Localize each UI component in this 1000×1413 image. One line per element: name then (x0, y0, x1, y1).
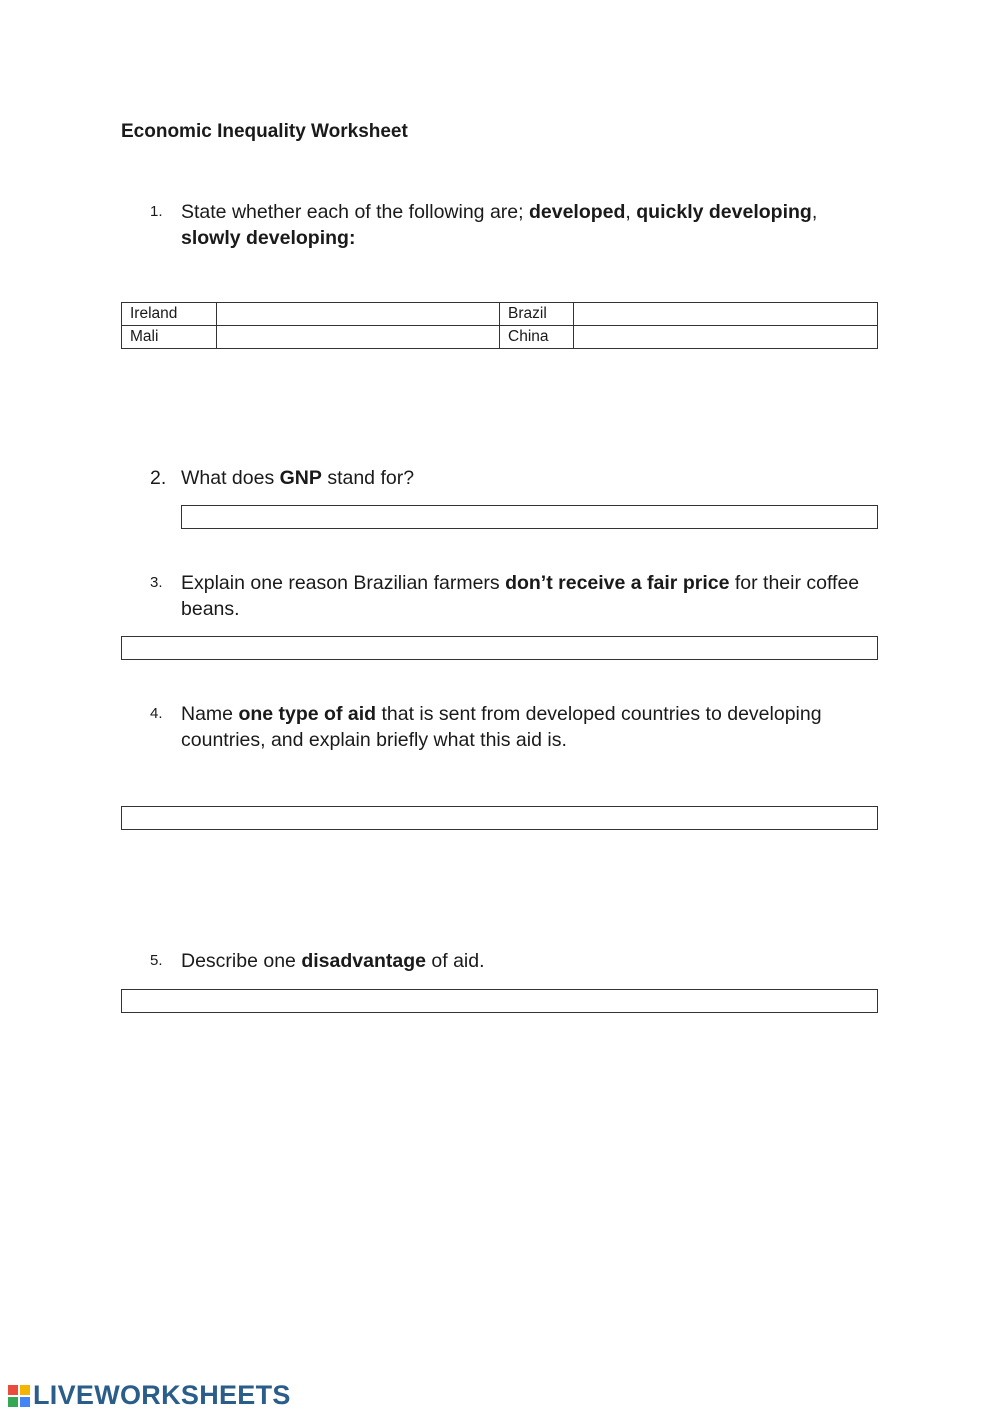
country-label: Brazil (500, 303, 574, 326)
country-label: Ireland (122, 303, 217, 326)
question-number: 3. (150, 574, 163, 591)
question-text: State whether each of the following are; developed, quickly developing, slowly developing: (181, 201, 818, 249)
question-text: Explain one reason Brazilian farmers don’t receive a fair price for their coffee beans. (181, 572, 860, 620)
question-4 (150, 701, 880, 753)
table-row (122, 326, 878, 349)
question-1 (150, 199, 880, 251)
logo-block (20, 1385, 30, 1395)
question-3 (150, 570, 880, 622)
country-label: Mali (122, 326, 217, 349)
answer-cell-ireland[interactable] (217, 303, 500, 326)
country-label: China (500, 326, 574, 349)
question-2 (150, 465, 880, 491)
question-number: 5. (150, 952, 163, 969)
table-row (122, 303, 878, 326)
liveworksheets-logo (8, 1380, 291, 1411)
question-text: Name one type of aid that is sent from developed countries to developing countries, and explain briefly what this aid is. (181, 703, 822, 751)
brand-text: LIVEWORKSHEETS (33, 1380, 291, 1410)
answer-box-q3[interactable] (121, 636, 878, 660)
answer-box-q2[interactable] (181, 505, 878, 529)
question-number: 4. (150, 705, 163, 722)
question-number: 2. (150, 467, 167, 489)
logo-block (8, 1385, 18, 1395)
logo-block (20, 1397, 30, 1407)
question-number: 1. (150, 203, 163, 220)
question-text: Describe one disadvantage of aid. (181, 950, 485, 972)
answer-box-q5[interactable] (121, 989, 878, 1013)
logo-blocks-icon (8, 1385, 30, 1407)
logo-block (8, 1397, 18, 1407)
answer-cell-mali[interactable] (217, 326, 500, 349)
answer-cell-china[interactable] (574, 326, 878, 349)
answer-box-q4[interactable] (121, 806, 878, 830)
countries-table (121, 302, 878, 349)
question-5 (150, 948, 880, 974)
worksheet-title: Economic Inequality Worksheet (121, 121, 408, 142)
question-text: What does GNP stand for? (181, 467, 415, 489)
answer-cell-brazil[interactable] (574, 303, 878, 326)
